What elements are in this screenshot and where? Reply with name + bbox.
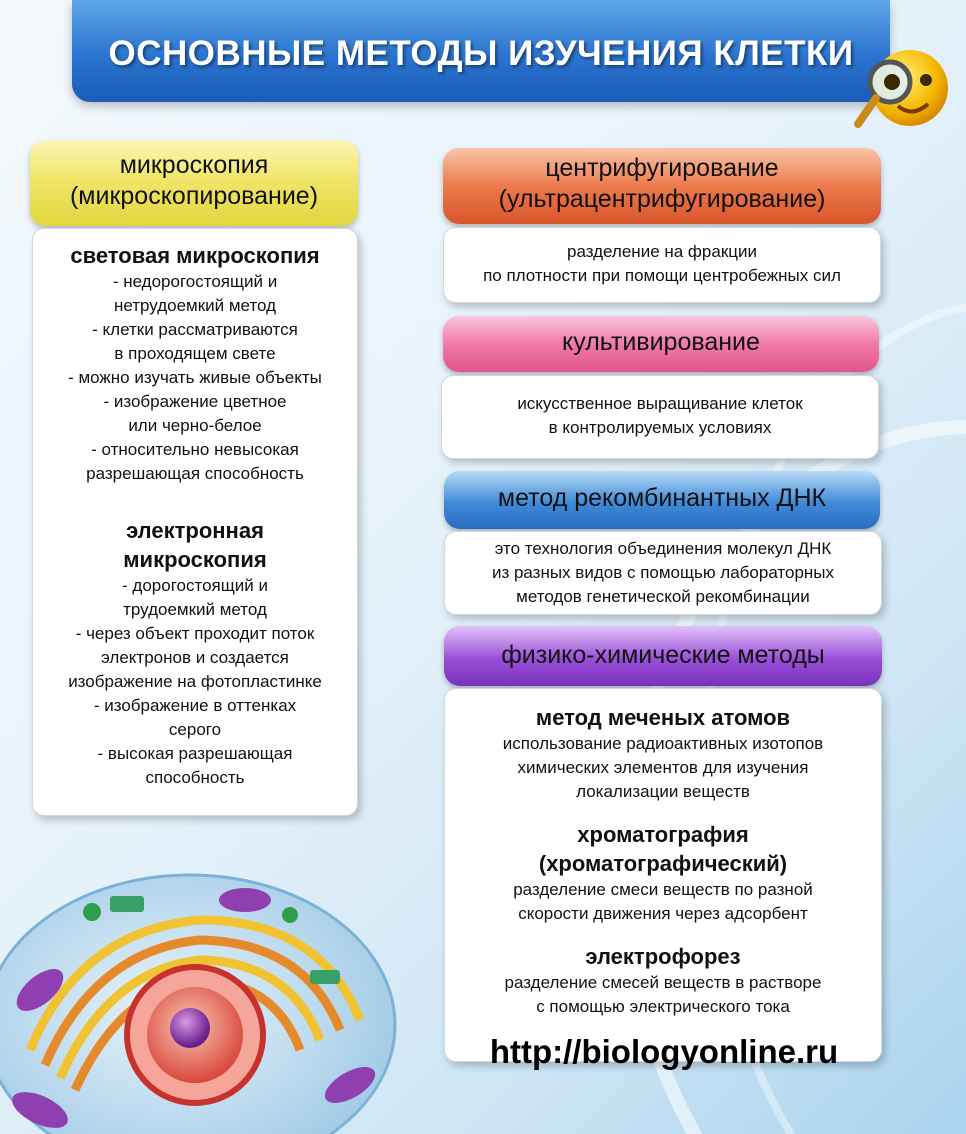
electrophoresis-line: разделение смесей веществ в растворе [504, 973, 822, 992]
centrifugation-line: разделение на фракции [566, 242, 757, 261]
cultivation-header-label: культивирование [562, 328, 760, 356]
cultivation-box [441, 375, 879, 459]
light-line: - недорогостоящий и [112, 272, 278, 291]
physchem-header [444, 626, 882, 686]
light-line: - относительно невысокая [91, 440, 299, 459]
electron-line: - через объект проходит поток [75, 624, 315, 643]
cultivation-line: искусственное выращивание клеток [517, 394, 803, 413]
chromatography-title: хроматография [577, 822, 749, 847]
light-line: в проходящем свете [114, 344, 276, 363]
page-title: ОСНОВНЫЕ МЕТОДЫ ИЗУЧЕНИЯ КЛЕТКИ [108, 34, 854, 73]
light-microscopy-title: световая микроскопия [70, 243, 320, 268]
electron-line: электронов и создается [101, 648, 289, 667]
cultivation-line: в контролируемых условиях [548, 418, 772, 437]
light-line: или черно-белое [128, 416, 262, 435]
recombinant-box [444, 531, 882, 615]
centrifugation-header [443, 148, 881, 224]
electron-line: способность [145, 768, 245, 787]
light-line: - клетки рассматриваются [92, 320, 298, 339]
centrifugation-header-line: (ультрацентрифугирование) [498, 185, 826, 213]
labeled-atoms-line: использование радиоактивных изотопов [502, 734, 824, 753]
cell-illustration [0, 850, 400, 1134]
electron-line: серого [168, 720, 222, 739]
electrophoresis-line: с помощью электрического тока [536, 997, 790, 1016]
light-line: - можно изучать живые объекты [68, 368, 322, 387]
microscopy-box [32, 228, 358, 816]
light-line: нетрудоемкий метод [113, 296, 277, 315]
chromatography-line: разделение смеси веществ по разной [513, 880, 813, 899]
cultivation-header [443, 316, 879, 372]
electrophoresis-title: электрофорез [585, 944, 741, 969]
labeled-atoms-title: метод меченых атомов [535, 705, 791, 730]
centrifugation-header-line: центрифугирование [545, 154, 779, 182]
chromatography-title: (хроматографический) [538, 851, 788, 876]
microscopy-header [30, 140, 358, 226]
recombinant-header [444, 471, 880, 529]
electron-line: - изображение в оттенках [93, 696, 297, 715]
smiley-magnifier-icon [846, 44, 958, 140]
chromatography-line: скорости движения через адсорбент [518, 904, 808, 923]
electron-line: изображение на фотопластинке [68, 672, 322, 691]
electron-line: - дорогостоящий и [122, 576, 268, 595]
light-line: - изображение цветное [103, 392, 287, 411]
microscopy-header-line: (микроскопирование) [69, 182, 319, 210]
light-line: разрешающая способность [86, 464, 304, 483]
electron-microscopy-title: микроскопия [123, 547, 267, 572]
centrifugation-line: по плотности при помощи центробежных сил [483, 266, 841, 285]
recombinant-line: методов генетической рекомбинации [516, 587, 810, 606]
physchem-header-label: физико-химические методы [501, 641, 825, 669]
electron-line: трудоемкий метод [123, 600, 267, 619]
recombinant-line: это технология объединения молекул ДНК [494, 539, 832, 558]
labeled-atoms-line: локализации веществ [576, 782, 750, 801]
title-banner [72, 0, 890, 102]
microscopy-header-line: микроскопия [119, 151, 269, 179]
centrifugation-box [443, 227, 881, 303]
electron-microscopy-title: электронная [126, 518, 264, 543]
electron-line: - высокая разрешающая [97, 744, 293, 763]
labeled-atoms-line: химических элементов для изучения [517, 758, 809, 777]
physchem-box [444, 688, 882, 1062]
recombinant-line: из разных видов с помощью лабораторных [491, 563, 835, 582]
recombinant-header-label: метод рекомбинантных ДНК [497, 484, 827, 512]
site-url: http://biologyonline.ru [489, 1033, 839, 1070]
